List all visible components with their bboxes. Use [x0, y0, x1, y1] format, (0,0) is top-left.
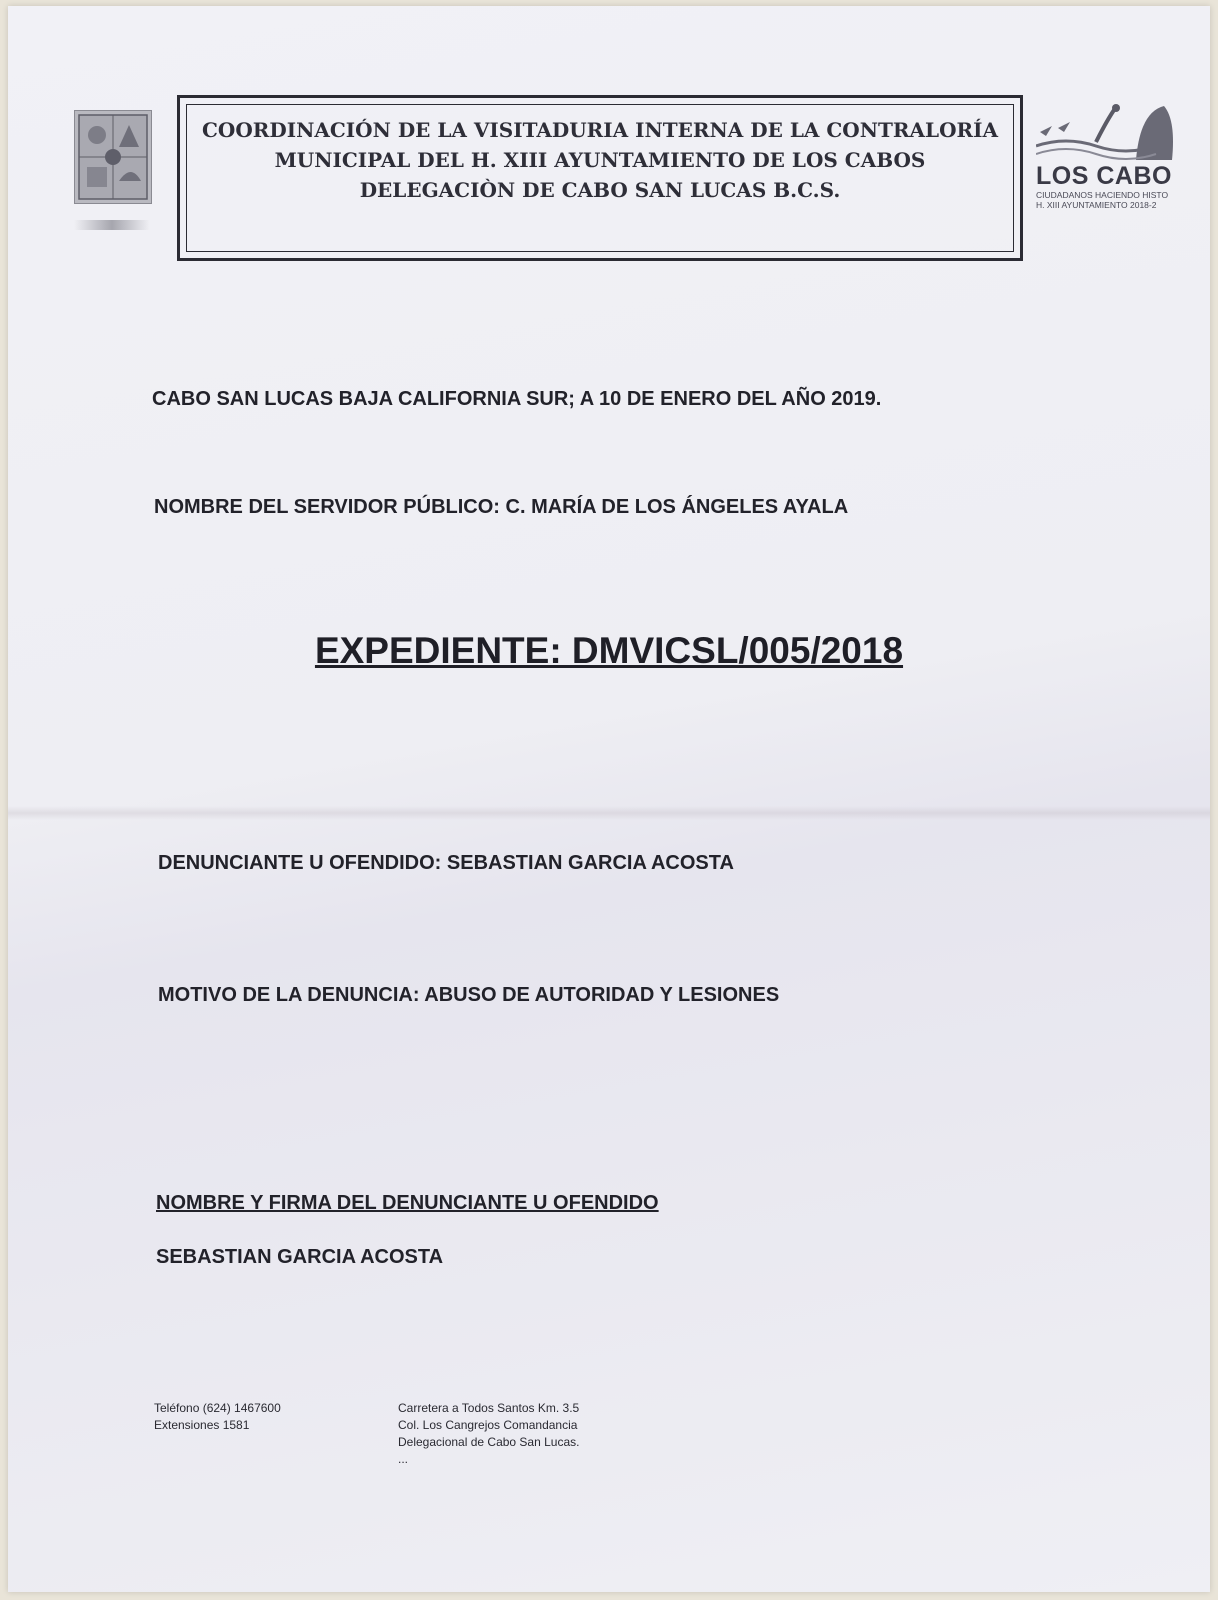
paper-fold	[8, 806, 1210, 820]
header-line-2: MUNICIPAL DEL H. XIII AYUNTAMIENTO DE LOS CABOS	[274, 148, 926, 172]
logo-name: LOS CABO	[1036, 162, 1172, 190]
logo-tagline-1: CIUDADANOS HACIENDO HISTO	[1036, 190, 1169, 200]
motivo-denuncia: MOTIVO DE LA DENUNCIA: ABUSO DE AUTORIDAD Y LESIONES	[158, 984, 780, 1006]
coat-of-arms-base	[74, 220, 150, 230]
place-date: CABO SAN LUCAS BAJA CALIFORNIA SUR; A 10 DE ENERO DEL AÑO 2019.	[152, 388, 882, 410]
footer-address-block	[398, 1400, 579, 1468]
footer-address-4: ...	[398, 1452, 409, 1466]
firma-name: SEBASTIAN GARCIA ACOSTA	[156, 1246, 444, 1268]
footer-extensions: Extensiones 1581	[154, 1418, 250, 1432]
coat-of-arms-icon	[74, 110, 152, 204]
los-cabos-logo	[1036, 102, 1176, 212]
footer-address-1: Carretera a Todos Santos Km. 3.5	[398, 1401, 580, 1415]
footer-address-3: Delegacional de Cabo San Lucas.	[398, 1435, 580, 1449]
firma-label: NOMBRE Y FIRMA DEL DENUNCIANTE U OFENDIDO	[156, 1192, 659, 1214]
footer-phone-block	[154, 1400, 281, 1434]
footer-phone: Teléfono (624) 1467600	[154, 1401, 281, 1415]
los-cabos-emblem-icon	[1036, 102, 1176, 162]
servidor-publico: NOMBRE DEL SERVIDOR PÚBLICO: C. MARÍA DE LOS ÁNGELES AYALA	[154, 496, 849, 518]
document-page	[8, 6, 1210, 1592]
denunciante: DENUNCIANTE U OFENDIDO: SEBASTIAN GARCIA ACOSTA	[158, 852, 734, 874]
header-box	[177, 95, 1023, 261]
header-line-3: DELEGACIÒN DE CABO SAN LUCAS B.C.S.	[359, 178, 841, 202]
expediente-number: EXPEDIENTE: DMVICSL/005/2018	[314, 630, 904, 671]
header-line-1: COORDINACIÓN DE LA VISITADURIA INTERNA DE LA CONTRALORÍA	[202, 118, 998, 142]
logo-tagline-2: H. XIII AYUNTAMIENTO 2018-2	[1036, 200, 1157, 210]
footer-address-2: Col. Los Cangrejos Comandancia	[398, 1418, 578, 1432]
